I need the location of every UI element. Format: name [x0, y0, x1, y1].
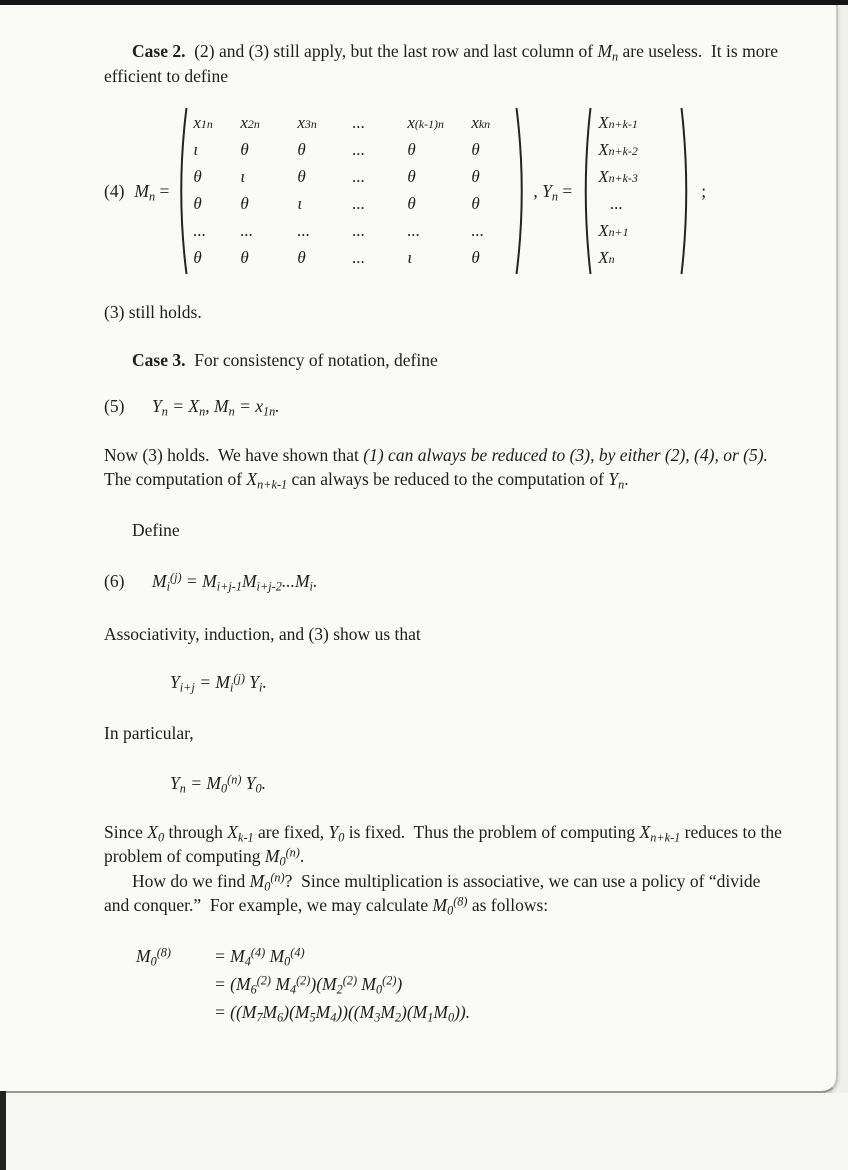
matrix-cell: ... [352, 221, 366, 241]
matrix-cell: x (k-1)n [407, 113, 444, 133]
matrix-cell: θ [240, 248, 249, 268]
derivation-rhs-2: = ($M_6^{(2)}$ $M_4^{(2)})(M_2^{(2)}$ $M_0^{(2)}$) [214, 973, 403, 996]
case3-text: For consistency of notation, define [185, 349, 438, 370]
matrix-cell: θ [193, 194, 202, 214]
paren-close-icon [680, 104, 692, 278]
matrix-cell: θ [471, 248, 480, 268]
matrix-cell: ... [352, 140, 366, 160]
since-paragraph: Since $X_0$ through $X_{k-1}$ are fixed, $Y_0$ is fixed. Thus the problem of computing $X_{n+k-1}$ reduces to the problem of computing $M_0^{(n)}$. [104, 821, 787, 869]
matrix-cell: ... [352, 248, 366, 268]
case2-paragraph [104, 39, 784, 88]
derivation-rhs-1: = $M_4^{(4)}$ $M_0^{(4)}$ [214, 945, 305, 968]
derivation-line [136, 942, 784, 970]
matrix-cell: θ [471, 140, 480, 160]
case2-text: (2) and (3) still apply, but the last row and last column of $M_n$ are useless. It is more efficient to define [104, 41, 783, 86]
scan-bottom-left-edge [0, 1091, 6, 1170]
matrix-cell: θ [471, 167, 480, 187]
matrix-cell: θ [297, 167, 306, 187]
matrix-cell: x 3n [297, 113, 317, 133]
matrix-cell: θ [240, 140, 249, 160]
matrix-cell: ... [352, 194, 366, 214]
matrix-cell: θ [193, 248, 202, 268]
derivation-rhs-3: = $((M_7M_6)(M_5M_4))((M_3M_2)(M_1M_0))$. [214, 1001, 471, 1024]
scan-background-bottom [0, 1093, 848, 1170]
matrix-cell: ... [407, 221, 421, 241]
matrix-cell: X n+k-1 [598, 113, 638, 133]
matrix-cell: ι [240, 167, 246, 187]
matrix-cell: ... [297, 221, 311, 241]
equation-5-number: (5) [104, 396, 125, 416]
equation-5 [104, 394, 784, 419]
matrix-cell: ... [352, 113, 366, 133]
paren-open-icon [580, 104, 592, 278]
matrix-cell: θ [471, 194, 480, 214]
matrix-cell: ... [352, 167, 366, 187]
matrix-cell: θ [193, 167, 202, 187]
paren-open-icon [175, 104, 188, 278]
matrix-cell: θ [297, 248, 306, 268]
matrix-cell: θ [240, 194, 249, 214]
vector-Yn [592, 106, 680, 276]
matrix-cell: x kn [471, 113, 491, 133]
case2-heading: Case 2. [132, 41, 186, 61]
equation-4 [104, 104, 784, 278]
equation-6 [104, 569, 784, 594]
matrix-cell: ι [407, 248, 413, 268]
equation-Yij: $Y_{i+j} = M_i^{(j)}$ $Y_i$. [170, 671, 267, 695]
equation-6-body: $M_i^{(j)} = M_{i+j-1}M_{i+j-2}...M_i$. [152, 570, 318, 594]
derivation-lhs: $M_0^{(8)}$ [136, 945, 171, 968]
equation-4-Yn: , $Y_n$ = [533, 180, 573, 204]
equation-4-number: (4) [104, 180, 125, 201]
matrix-cell: ι [193, 140, 199, 160]
matrix-cell: ... [610, 194, 623, 214]
derivation-lhs-spacer [136, 970, 214, 998]
matrix-cell: ... [240, 221, 254, 241]
matrix-cell: θ [407, 140, 416, 160]
matrix-cell: ... [471, 221, 485, 241]
case3-paragraph [104, 348, 784, 373]
how-paragraph: How do we find $M_0^{(n)}$? Since multiplication is associative, we can use a policy of “divide and conquer.” For example, we may calculate $M_0^{(8)}$ as follows: [104, 870, 765, 918]
still-holds-text: (3) still holds. [104, 302, 202, 322]
matrix-cell: X n+1 [598, 221, 629, 241]
document-page [0, 5, 838, 1093]
now-holds-paragraph: Now (3) holds. We have shown that (1) can always be reduced to (3), by either (2), (4), or (5). The computation of $X_{n+k-1}$ can always be reduced to the computation of $Y_n$. [104, 444, 777, 492]
paren-close-icon [515, 104, 528, 278]
page-content [0, 5, 836, 1026]
case3-heading: Case 3. [132, 349, 186, 370]
matrix-cell: ... [193, 221, 207, 241]
equation-M08-derivation [104, 942, 784, 1026]
derivation-lhs-spacer [136, 998, 214, 1026]
matrix-cell: θ [297, 140, 306, 160]
in-particular-text: In particular, [104, 722, 194, 743]
equation-Yn: $Y_n = M_0^{(n)}$ $Y_0$. [170, 772, 267, 796]
matrix-cell: X n+k-3 [598, 167, 638, 187]
matrix-cell: X n [598, 248, 615, 268]
matrix-cell: θ [407, 167, 416, 187]
derivation-line [136, 970, 784, 998]
equation-6-number: (6) [104, 571, 125, 591]
equation-4-terminator: ; [701, 180, 707, 201]
associativity-text: Associativity, induction, and (3) show us that [104, 623, 421, 644]
matrix-cell: x 1n [193, 113, 213, 133]
matrix-cell: ι [297, 194, 303, 214]
matrix-cell: x 2n [240, 113, 260, 133]
equation-4-lhs: $M_n$ = [134, 180, 170, 204]
matrix-cell: θ [407, 194, 416, 214]
derivation-line [136, 998, 784, 1026]
matrix-Mn [188, 106, 515, 276]
define-text: Define [132, 519, 180, 540]
equation-5-body: $Y_n = X_n$, $M_n = x_{1n}$. [152, 396, 280, 419]
matrix-cell: X n+k-2 [598, 140, 638, 160]
